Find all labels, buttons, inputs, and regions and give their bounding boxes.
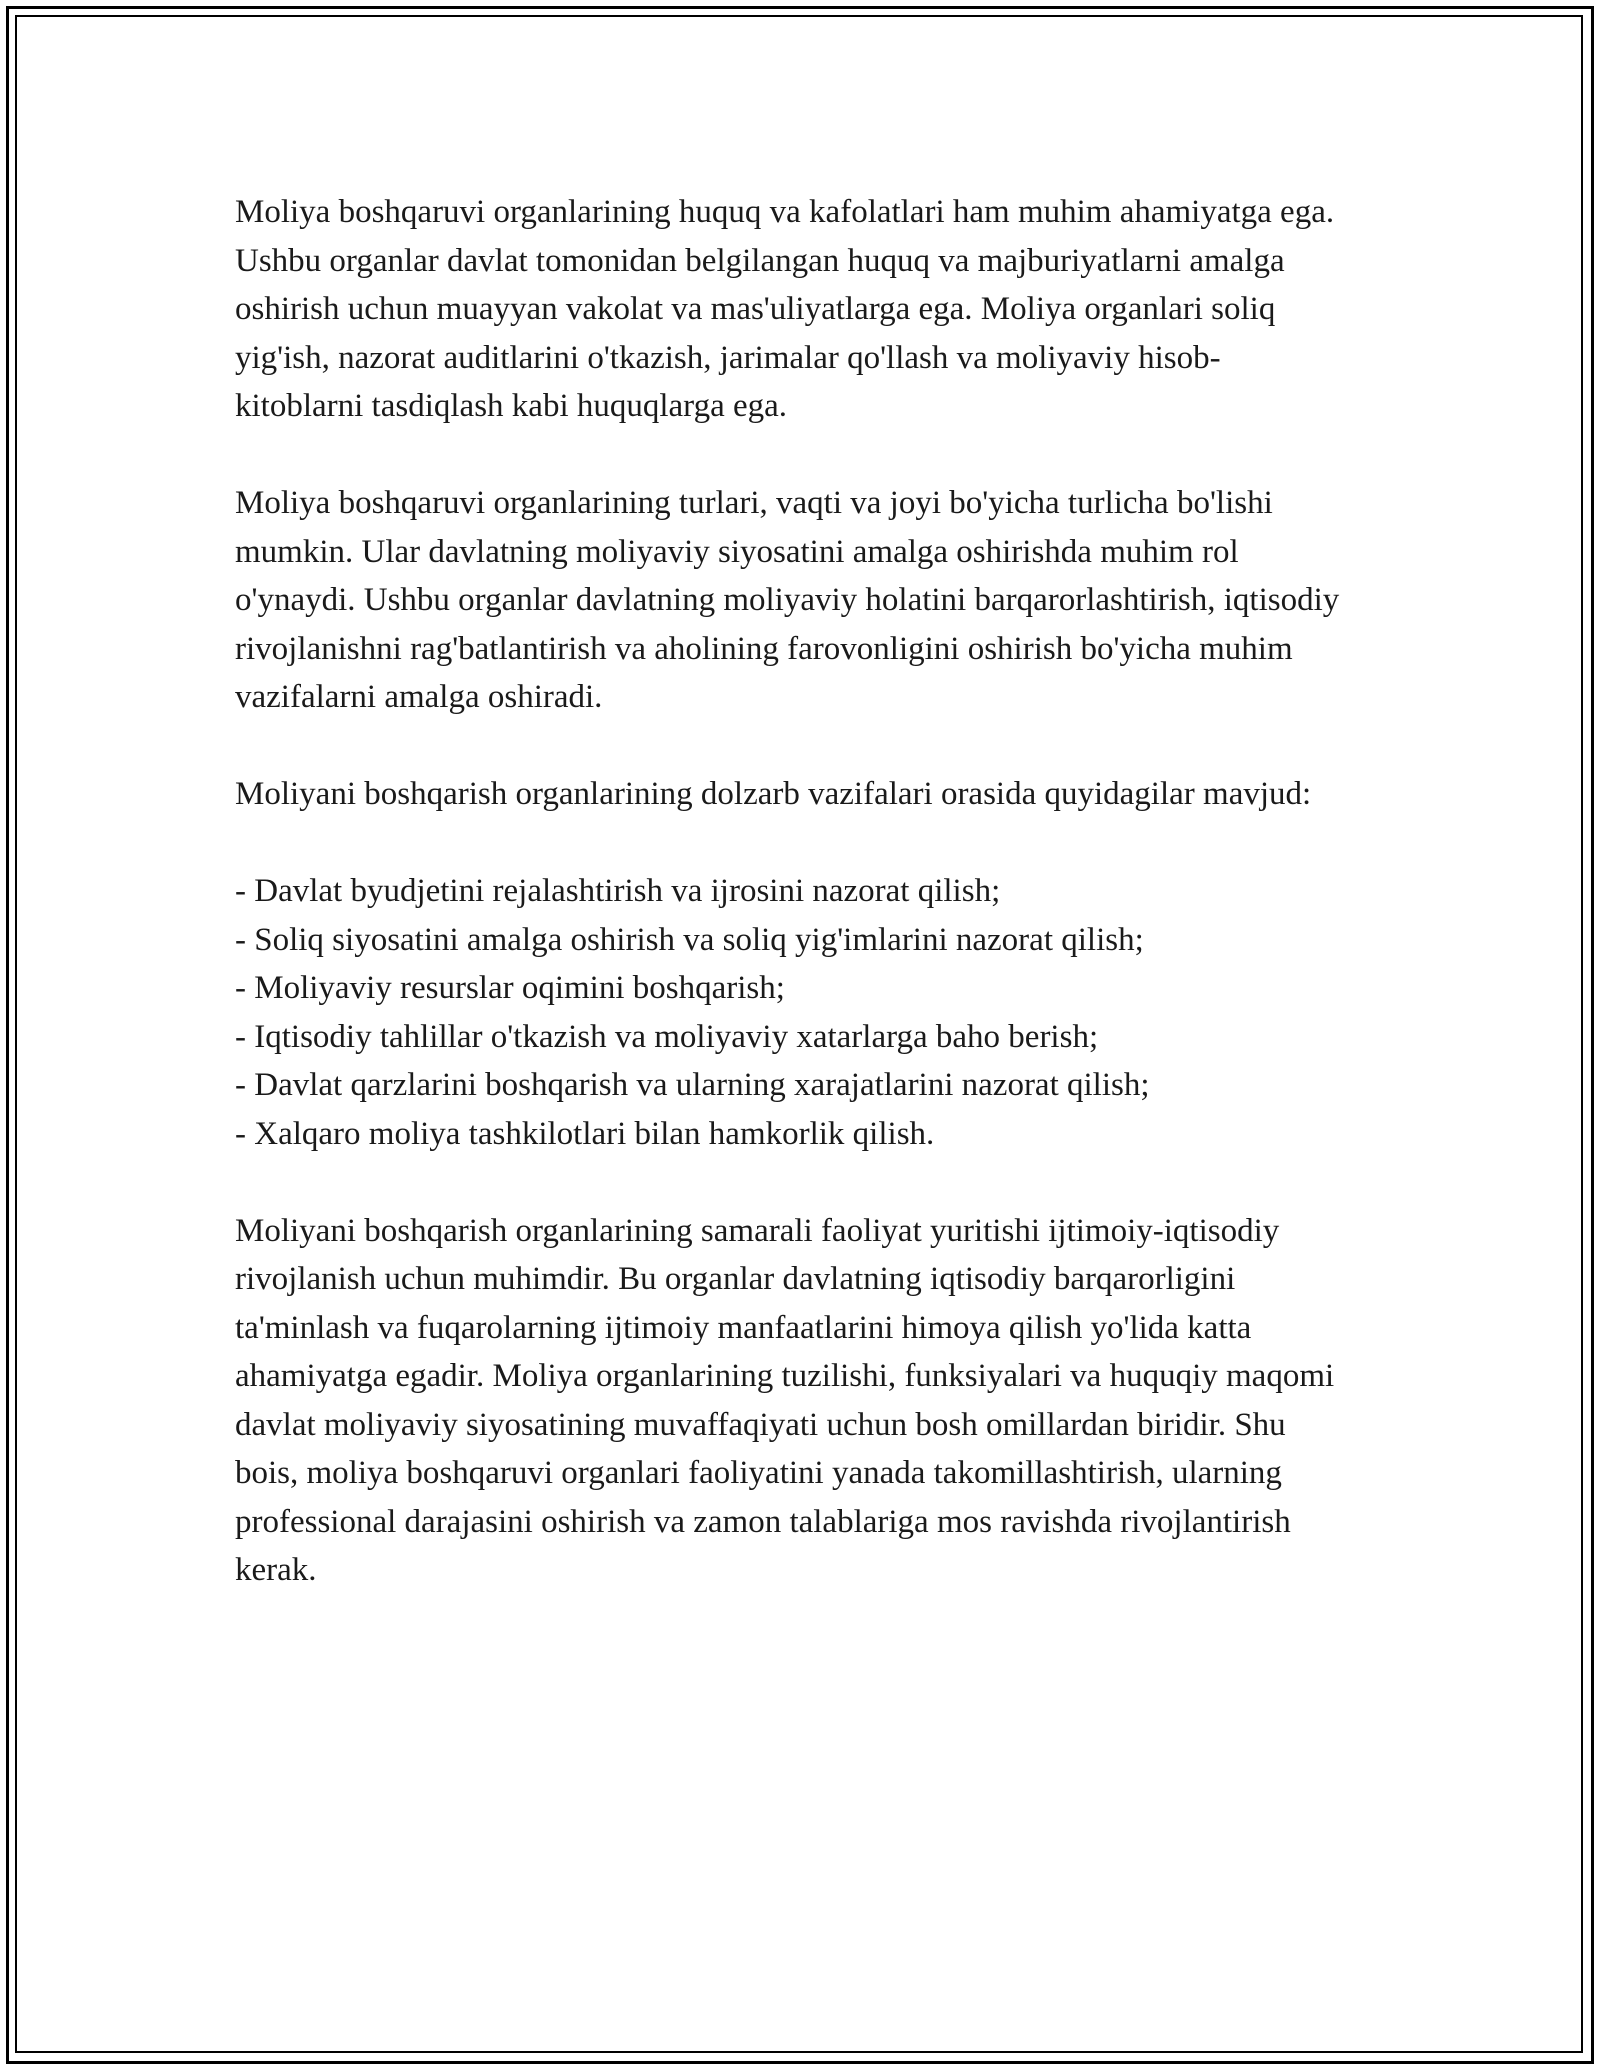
list-item: - Iqtisodiy tahlillar o'tkazish va moliyaviy xatarlarga baho berish; <box>235 1018 1099 1055</box>
paragraph-conclusion: Moliyani boshqarish organlarining samarali faoliyat yuritishi ijtimoiy-iqtisodiy rivojlanish uchun muhimdir. Bu organlar davlatning iqtisodiy barqarorligini ta'minlash va fuqarolarning ijtimoiy manfaatlarini himoya qilish yo'lida katta ahamiyatga egadir. Moliya organlarining tuzilishi, funksiyalari va huquqiy maqomi davlat moliyaviy siyosatining muvaffaqiyati uchun bosh omillardan biridir. Shu bois, moliya boshqaruvi organlari faoliyatini yanada takomillashtirish, ularning professional darajasini oshirish va zamon talablariga mos ravishda rivojlantirish kerak. <box>235 1212 1335 1588</box>
document-body <box>235 188 1345 1643</box>
list-item: - Davlat qarzlarini boshqarish va ularning xarajatlarini nazorat qilish; <box>235 1067 1150 1103</box>
list-item: - Soliq siyosatini amalga oshirish va soliq yig'imlarini nazorat qilish; <box>235 921 1144 958</box>
list-item: - Davlat byudjetini rejalashtirish va ijrosini nazorat qilish; <box>235 873 1001 909</box>
list-item: - Xalqaro moliya tashkilotlari bilan hamkorlik qilish. <box>235 1115 935 1152</box>
paragraph-tasks-intro: Moliyani boshqarish organlarining dolzarb vazifalari orasida quyidagilar mavjud: <box>235 776 1312 812</box>
tasks-list <box>235 867 1345 1158</box>
list-item: - Moliyaviy resurslar oqimini boshqarish; <box>235 970 785 1006</box>
paragraph-rights-guarantees: Moliya boshqaruvi organlarining huquq va kafolatlari ham muhim ahamiyatga ega. Ushbu organlar davlat tomonidan belgilangan huquq va majburiyatlarni amalga oshirish uchun muayyan vakolat va mas'uliyatlarga ega. Moliya organlari soliq yig'ish, nazorat auditlarini o'tkazish, jarimalar qo'llash va moliyaviy hisob-kitoblarni tasdiqlash kabi huquqlarga ega. <box>235 194 1335 424</box>
paragraph-types-role: Moliya boshqaruvi organlarining turlari, vaqti va joyi bo'yicha turlicha bo'lishi mumkin. Ular davlatning moliyaviy siyosatini amalga oshirishda muhim rol o'ynaydi. Ushbu organlar davlatning moliyaviy holatini barqarorlashtirish, iqtisodiy rivojlanishni rag'batlantirish va aholining farovonligini oshirish bo'yicha muhim vazifalarni amalga oshiradi. <box>235 485 1340 715</box>
